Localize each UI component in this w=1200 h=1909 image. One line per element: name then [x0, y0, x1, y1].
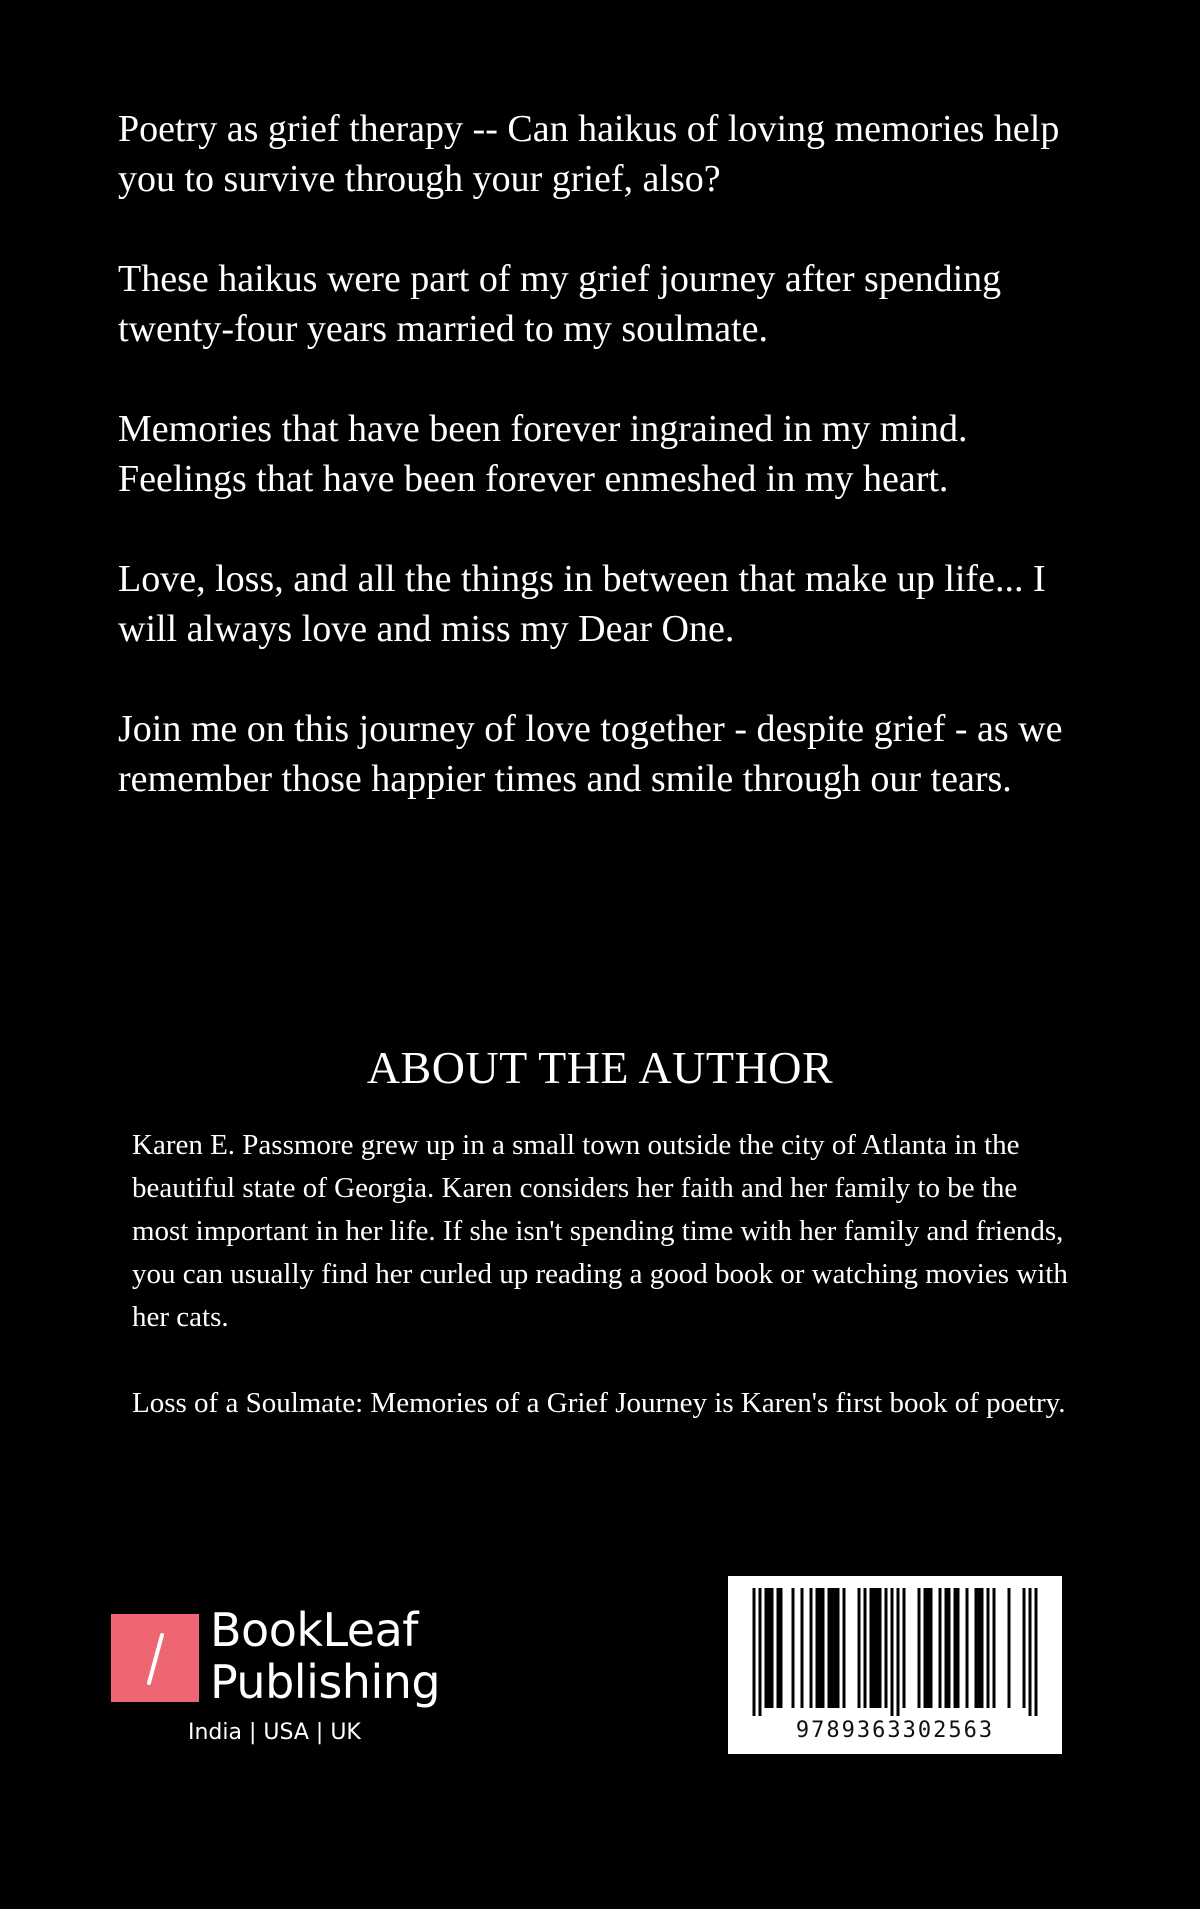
publisher-logo	[111, 1603, 451, 1760]
about-the-author-heading: ABOUT THE AUTHOR	[366, 1042, 834, 1093]
barcode-bar	[885, 1588, 888, 1708]
barcode-bar	[948, 1588, 951, 1708]
barcode-bar	[966, 1588, 969, 1708]
barcode-bar	[1008, 1588, 1011, 1708]
blurb-paragraph-4: Love, loss, and all the things in between that make up life... I will always love and miss my Dear One.	[118, 558, 1046, 650]
isbn-barcode	[728, 1576, 1062, 1754]
barcode-bar	[891, 1588, 894, 1716]
barcode-bar	[810, 1588, 813, 1708]
publisher-name-line-1: BookLeaf	[210, 1603, 418, 1657]
barcode-bar	[993, 1588, 996, 1708]
barcode-bar	[927, 1588, 930, 1708]
blurb-paragraph-2: These haikus were part of my grief journey after spending twenty-four years married to my soulmate.	[118, 258, 1002, 350]
author-bio	[132, 1124, 1077, 1468]
barcode-bar	[903, 1588, 906, 1708]
barcode-bar	[945, 1588, 948, 1708]
barcode-bar	[822, 1588, 825, 1708]
barcode-bar	[930, 1588, 933, 1708]
barcode-bar	[816, 1588, 819, 1708]
barcode-bar	[924, 1588, 927, 1708]
barcode-bar	[939, 1588, 942, 1708]
publisher-name	[210, 1604, 440, 1708]
barcode-bar	[771, 1588, 774, 1708]
publisher-regions: India | USA | UK	[188, 1720, 361, 1745]
isbn-number: 9789363302563	[795, 1718, 995, 1743]
barcode-bar	[819, 1588, 822, 1708]
barcode-bar	[1023, 1588, 1026, 1708]
barcode-bar	[879, 1588, 882, 1708]
blurb-paragraph-5: Join me on this journey of love together - despite grief - as we remember those happier times and smile through our tears.	[118, 708, 1063, 800]
barcode-bar	[873, 1588, 876, 1708]
barcode-bar	[777, 1588, 780, 1708]
barcode-bar	[954, 1588, 957, 1708]
barcode-bar	[801, 1588, 804, 1708]
barcode-bar	[870, 1588, 873, 1708]
barcode-bar	[765, 1588, 768, 1708]
slash-icon	[111, 1614, 199, 1702]
barcode-bar	[987, 1588, 990, 1708]
barcode-bar	[768, 1588, 771, 1708]
barcode-bar	[780, 1588, 783, 1708]
barcode-bar	[837, 1588, 840, 1708]
barcode-bar	[831, 1588, 834, 1708]
barcode-bar	[759, 1588, 762, 1716]
barcode-bar	[828, 1588, 831, 1708]
barcode-bar	[864, 1588, 867, 1708]
publisher-name-line-2: Publishing	[210, 1655, 441, 1709]
barcode-bar	[843, 1588, 846, 1708]
barcode-bar	[876, 1588, 879, 1708]
barcode-bar	[897, 1588, 900, 1716]
barcode-bar	[753, 1588, 756, 1716]
barcode-bar	[1029, 1588, 1032, 1716]
barcode-bar	[834, 1588, 837, 1708]
barcode-bar	[981, 1588, 984, 1708]
barcode-bar	[975, 1588, 978, 1708]
author-bio-paragraph-2: Loss of a Soulmate: Memories of a Grief Journey is Karen's first book of poetry.	[132, 1387, 1066, 1419]
barcode-bar	[858, 1588, 861, 1708]
author-bio-paragraph-1: Karen E. Passmore grew up in a small town outside the city of Atlanta in the beautiful state of Georgia. Karen considers her faith and her family to be the most important in her life. If she isn't spending time with her family and friends, you can usually find her curled up reading a good book or watching movies with her cats.	[132, 1129, 1068, 1333]
barcode-bar	[792, 1588, 795, 1708]
barcode-bar	[978, 1588, 981, 1708]
blurb	[118, 104, 1078, 854]
blurb-paragraph-1: Poetry as grief therapy -- Can haikus of loving memories help you to survive through your grief, also?	[118, 108, 1060, 200]
barcode-bar	[957, 1588, 960, 1708]
barcode-bar	[918, 1588, 921, 1708]
barcode-bar	[1035, 1588, 1038, 1716]
blurb-paragraph-3: Memories that have been forever ingrained in my mind. Feelings that have been forever enmeshed in my heart.	[118, 408, 968, 500]
